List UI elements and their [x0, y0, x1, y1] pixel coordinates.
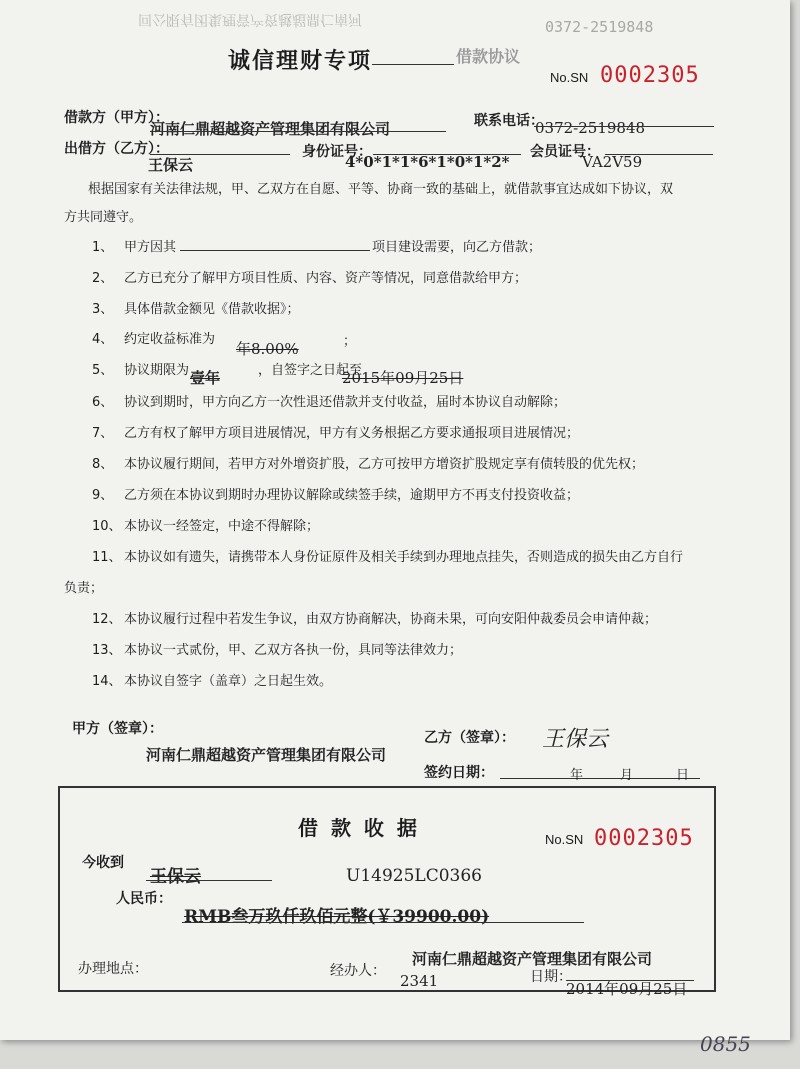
received-from-underline [146, 880, 272, 881]
clause-text: 本协议履行期间，若甲方对外增资扩股，乙方可按甲方增资扩股规定享有债转股的优先权； [124, 457, 645, 472]
clause-number: 2、 [92, 271, 114, 286]
clause-number: 9、 [92, 488, 114, 503]
member-label: 会员证号： [530, 143, 600, 159]
sign-day: 日 [676, 768, 690, 783]
clause-number: 4、 [92, 332, 114, 347]
clause-text: 本协议如有遗失，请携带本人身份证原件及相关手续到办理地点挂失，否则造成的损失由乙方自行 [124, 550, 684, 565]
rmb-label: 人民币： [116, 890, 172, 906]
clause-text: 乙方已充分了解甲方项目性质、内容、资产等情况，同意借款给甲方； [124, 271, 528, 286]
party-b-signature: 王保云 [542, 727, 609, 752]
party-b-sign-label: 乙方（签章）： [424, 729, 515, 745]
sn-number: 0002305 [600, 63, 700, 88]
party-a-company: 河南仁鼎超越资产管理集团有限公司 [146, 747, 387, 764]
sign-date-label: 签约日期： [424, 764, 494, 780]
party-a-sign-label: 甲方（签章）： [72, 720, 163, 736]
clause-text: 协议到期时，甲方向乙方一次性退还借款并支付收益，届时本协议自动解除； [124, 395, 567, 410]
handler-label: 经办人： [330, 962, 386, 978]
id-label: 身份证号： [302, 143, 372, 159]
title-underline [372, 64, 454, 65]
receipt-code: U14925LC0366 [346, 866, 482, 886]
clause-continuation: 负责； [64, 581, 104, 596]
clause-text: 约定收益标准为 [124, 332, 216, 347]
amount-value: RMB叁万玖仟玖佰元整(￥39900.00) [184, 907, 490, 927]
lender-underline [150, 131, 446, 132]
pencil-note: 0855 [700, 1032, 751, 1056]
phone-label: 联系电话： [474, 112, 544, 128]
handler-value: 2341 [400, 972, 439, 990]
clause-text: 本协议一式贰份，甲、乙双方各执一份，具同等法律效力； [124, 643, 463, 658]
clause-number: 5、 [92, 363, 114, 378]
clause-number: 8、 [92, 457, 114, 472]
preamble-line-2: 方共同遵守。 [64, 210, 143, 225]
receipt-sn-label: No.SN [545, 832, 584, 847]
sign-year: 年 [570, 768, 584, 783]
title-suffix: 借款协议 [456, 47, 521, 66]
clause-number: 3、 [92, 302, 114, 317]
term-length: 壹年 [190, 369, 221, 387]
bleed-through-text: 回公限有团集理管产资越超鼎仁南河 [138, 11, 362, 27]
received-from-label: 今收到 [82, 854, 124, 870]
lender-label: 借款方（甲方）： [64, 109, 169, 125]
received-from-name: 王保云 [150, 867, 201, 886]
clause-number: 12、 [92, 612, 122, 627]
clause-text: 乙方须在本协议到期时办理协议解除或续签手续，逾期甲方不再支付投资收益； [124, 488, 580, 503]
clause-text: ，自签字之日起至 [258, 363, 363, 378]
clause-text: 本协议自签字（盖章）之日起生效。 [124, 674, 333, 689]
borrower-name: 王保云 [148, 157, 194, 174]
handling-place-label: 办理地点： [78, 960, 148, 976]
clause-number: 1、 [92, 240, 114, 255]
amount-underline [182, 922, 584, 923]
clause-number: 7、 [92, 426, 114, 441]
phone-value: 0372-2519848 [535, 119, 646, 137]
clause-text: 本协议一经签定，中途不得解除； [124, 519, 320, 534]
sign-month: 月 [620, 768, 634, 783]
agreement-title: 诚信理财专项 [228, 48, 373, 74]
clause-number: 14、 [92, 674, 122, 689]
receipt-company: 河南仁鼎超越资产管理集团有限公司 [412, 951, 653, 968]
receipt-title: 借 款 收 据 [298, 816, 420, 840]
clause-number: 6、 [92, 395, 114, 410]
yield-rate: 年8.00% [236, 340, 299, 358]
receipt-sn-number: 0002305 [594, 826, 694, 851]
phone-underline [534, 126, 714, 127]
clause-text: 具体借款金额见《借款收据》； [124, 302, 300, 317]
sn-label: No.SN [550, 70, 589, 85]
borrower-label: 出借方（乙方）： [64, 140, 169, 156]
clause-text: 乙方有权了解甲方项目进展情况，甲方有义务根据乙方要求通报项目进展情况； [124, 426, 580, 441]
clause-number: 13、 [92, 643, 122, 658]
clause-number: 11、 [92, 550, 122, 565]
clause-text: 项目建设需要，向乙方借款； [372, 240, 542, 255]
receipt-date-value: 2014年09月25日 [566, 980, 688, 998]
receipt-date-label: 日期： [530, 968, 572, 984]
preamble-line-1: 根据国家有关法律法规，甲、乙双方在自愿、平等、协商一致的基础上，就借款事宜达成如下协议，双 [88, 182, 674, 197]
end-date: 2015年09月25日 [342, 369, 464, 387]
clause-text: 协议期限为 [124, 363, 190, 378]
bleed-through-phone: 0372-2519848 [545, 18, 654, 36]
clause-text: 本协议履行过程中若发生争议，由双方协商解决，协商未果，可向安阳仲裁委员会申请仲裁； [124, 612, 658, 627]
clause-number: 10、 [92, 519, 122, 534]
sign-date-underline [500, 778, 700, 779]
member-number: VA2V59 [582, 153, 643, 171]
clause-text: 甲方因其 [124, 240, 177, 255]
clause-blank [180, 250, 370, 251]
lender-name: 河南仁鼎超越资产管理集团有限公司 [150, 121, 391, 138]
clause-text: ； [343, 334, 357, 349]
id-number: 4*0*1*1*6*1*0*1*2* [345, 153, 510, 171]
